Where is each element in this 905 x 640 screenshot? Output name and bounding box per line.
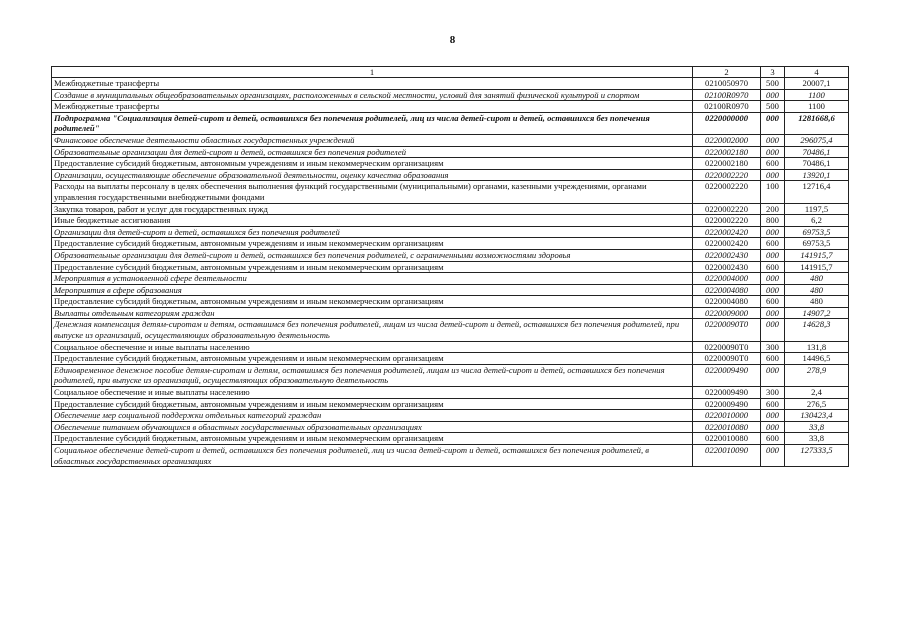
row-name-cell: Образовательные организации для детей-сирот и детей, оставшихся без попечения родителей, с ограниченными возможностями здоровья xyxy=(52,249,693,261)
row-name-cell: Социальное обеспечение и иные выплаты населению xyxy=(52,341,693,353)
row-code-cell: 0220002430 xyxy=(693,249,761,261)
row-code-cell: 0220002220 xyxy=(693,169,761,181)
row-name-cell: Единовременное денежное пособие детям-сиротам и детям, оставшимся без попечения родителей, лицам из числа детей-сирот и детей, оставшихся без попечения родителей, при выпуске из организаций, осуществляющих образовательную деятельность xyxy=(52,364,693,386)
table-row xyxy=(52,78,849,90)
row-amount-cell: 1281668,6 xyxy=(785,112,849,134)
row-name-cell: Межбюджетные трансферты xyxy=(52,101,693,113)
row-vr-cell: 000 xyxy=(761,445,785,467)
table-body xyxy=(52,78,849,467)
row-amount-cell: 276,5 xyxy=(785,398,849,410)
table-row xyxy=(52,421,849,433)
row-code-cell: 0220009490 xyxy=(693,387,761,399)
row-code-cell: 0220004080 xyxy=(693,296,761,308)
row-vr-cell: 000 xyxy=(761,89,785,101)
row-vr-cell: 100 xyxy=(761,181,785,203)
row-amount-cell: 131,8 xyxy=(785,341,849,353)
row-code-cell: 02200090Т0 xyxy=(693,341,761,353)
row-vr-cell: 300 xyxy=(761,341,785,353)
row-code-cell: 0220002420 xyxy=(693,238,761,250)
row-amount-cell: 33,8 xyxy=(785,433,849,445)
row-vr-cell: 600 xyxy=(761,296,785,308)
row-code-cell: 0220009490 xyxy=(693,364,761,386)
row-name-cell: Мероприятия в установленной сфере деятельности xyxy=(52,273,693,285)
row-code-cell: 0220004000 xyxy=(693,273,761,285)
budget-table xyxy=(51,66,849,467)
row-amount-cell: 12716,4 xyxy=(785,181,849,203)
row-vr-cell: 000 xyxy=(761,410,785,422)
header-col-2: 2 xyxy=(693,67,761,78)
table-row xyxy=(52,307,849,319)
row-amount-cell: 13920,1 xyxy=(785,169,849,181)
row-name-cell: Организации для детей-сирот и детей, оставшихся без попечения родителей xyxy=(52,226,693,238)
header-col-1: 1 xyxy=(52,67,693,78)
row-name-cell: Предоставление субсидий бюджетным, автономным учреждениям и иным некоммерческим организациям xyxy=(52,296,693,308)
table-row xyxy=(52,226,849,238)
table-row xyxy=(52,284,849,296)
table-row xyxy=(52,353,849,365)
row-amount-cell: 2,4 xyxy=(785,387,849,399)
row-code-cell: 0220010080 xyxy=(693,421,761,433)
row-name-cell: Межбюджетные трансферты xyxy=(52,78,693,90)
row-code-cell: 0220002420 xyxy=(693,226,761,238)
row-name-cell: Мероприятия в сфере образования xyxy=(52,284,693,296)
table-row xyxy=(52,215,849,227)
row-code-cell: 0220002180 xyxy=(693,146,761,158)
row-code-cell: 02200090Т0 xyxy=(693,319,761,341)
row-amount-cell: 480 xyxy=(785,296,849,308)
row-vr-cell: 600 xyxy=(761,158,785,170)
row-vr-cell: 000 xyxy=(761,364,785,386)
row-code-cell: 02100R0970 xyxy=(693,101,761,113)
row-vr-cell: 500 xyxy=(761,78,785,90)
row-name-cell: Предоставление субсидий бюджетным, автономным учреждениям и иным некоммерческим организациям xyxy=(52,238,693,250)
table-row xyxy=(52,319,849,341)
table-row xyxy=(52,410,849,422)
row-code-cell: 0220010080 xyxy=(693,433,761,445)
row-name-cell: Денежная компенсация детям-сиротам и детям, оставшимся без попечения родителей, лицам из числа детей-сирот и детей, оставшихся без попечения родителей, при выпуске из организаций, осуществляющих образовательную деятельность xyxy=(52,319,693,341)
table-row xyxy=(52,398,849,410)
row-amount-cell: 14628,3 xyxy=(785,319,849,341)
row-amount-cell: 20007,1 xyxy=(785,78,849,90)
row-name-cell: Финансовое обеспечение деятельности областных государственных учреждений xyxy=(52,134,693,146)
page-number: 8 xyxy=(449,34,456,46)
row-vr-cell: 000 xyxy=(761,112,785,134)
row-name-cell: Выплаты отдельным категориям граждан xyxy=(52,307,693,319)
row-name-cell: Обеспечение питанием обучающихся в областных государственных образовательных организациях xyxy=(52,421,693,433)
row-name-cell: Расходы на выплаты персоналу в целях обеспечения выполнения функций государственными (муниципальными) органами, казенными учреждениями, органами управления государственными внебюджетными фондами xyxy=(52,181,693,203)
table-row xyxy=(52,261,849,273)
row-amount-cell: 70486,1 xyxy=(785,158,849,170)
row-code-cell: 02100R0970 xyxy=(693,89,761,101)
row-code-cell: 0220000000 xyxy=(693,112,761,134)
row-amount-cell: 278,9 xyxy=(785,364,849,386)
row-code-cell: 02200090Т0 xyxy=(693,353,761,365)
row-vr-cell: 000 xyxy=(761,134,785,146)
row-name-cell: Обеспечение мер социальной поддержки отдельных категорий граждан xyxy=(52,410,693,422)
table-row xyxy=(52,181,849,203)
row-amount-cell: 1100 xyxy=(785,89,849,101)
row-vr-cell: 000 xyxy=(761,146,785,158)
row-vr-cell: 000 xyxy=(761,169,785,181)
row-vr-cell: 000 xyxy=(761,421,785,433)
table-row xyxy=(52,134,849,146)
table-row xyxy=(52,296,849,308)
row-name-cell: Иные бюджетные ассигнования xyxy=(52,215,693,227)
row-amount-cell: 69753,5 xyxy=(785,226,849,238)
row-code-cell: 0220002220 xyxy=(693,203,761,215)
row-code-cell: 0220009490 xyxy=(693,398,761,410)
row-amount-cell: 480 xyxy=(785,273,849,285)
row-code-cell: 0220002430 xyxy=(693,261,761,273)
table-row xyxy=(52,445,849,467)
row-vr-cell: 800 xyxy=(761,215,785,227)
row-vr-cell: 600 xyxy=(761,433,785,445)
row-amount-cell: 480 xyxy=(785,284,849,296)
row-name-cell: Организации, осуществляющие обеспечение образовательной деятельности, оценку качества образования xyxy=(52,169,693,181)
row-vr-cell: 600 xyxy=(761,353,785,365)
table-row xyxy=(52,387,849,399)
row-code-cell: 0220010000 xyxy=(693,410,761,422)
row-vr-cell: 600 xyxy=(761,398,785,410)
table-row xyxy=(52,89,849,101)
table-row xyxy=(52,364,849,386)
row-amount-cell: 14907,2 xyxy=(785,307,849,319)
row-vr-cell: 000 xyxy=(761,226,785,238)
row-amount-cell: 130423,4 xyxy=(785,410,849,422)
header-col-4: 4 xyxy=(785,67,849,78)
row-name-cell: Предоставление субсидий бюджетным, автономным учреждениям и иным некоммерческим организациям xyxy=(52,398,693,410)
header-col-3: 3 xyxy=(761,67,785,78)
row-name-cell: Предоставление субсидий бюджетным, автономным учреждениям и иным некоммерческим организациям xyxy=(52,433,693,445)
row-vr-cell: 500 xyxy=(761,101,785,113)
row-code-cell: 0220002000 xyxy=(693,134,761,146)
table-row xyxy=(52,203,849,215)
row-amount-cell: 33,8 xyxy=(785,421,849,433)
table-row xyxy=(52,158,849,170)
row-name-cell: Предоставление субсидий бюджетным, автономным учреждениям и иным некоммерческим организациям xyxy=(52,261,693,273)
table-row xyxy=(52,341,849,353)
row-amount-cell: 141915,7 xyxy=(785,261,849,273)
table-row xyxy=(52,433,849,445)
row-name-cell: Предоставление субсидий бюджетным, автономным учреждениям и иным некоммерческим организациям xyxy=(52,158,693,170)
row-vr-cell: 600 xyxy=(761,261,785,273)
table-row xyxy=(52,101,849,113)
row-name-cell: Создание в муниципальных общеобразовательных организациях, расположенных в сельской местности, условий для занятий физической культурой и спортом xyxy=(52,89,693,101)
row-vr-cell: 200 xyxy=(761,203,785,215)
row-amount-cell: 6,2 xyxy=(785,215,849,227)
row-code-cell: 0220002180 xyxy=(693,158,761,170)
row-vr-cell: 000 xyxy=(761,307,785,319)
row-vr-cell: 000 xyxy=(761,273,785,285)
row-amount-cell: 296075,4 xyxy=(785,134,849,146)
row-vr-cell: 300 xyxy=(761,387,785,399)
row-vr-cell: 000 xyxy=(761,319,785,341)
row-name-cell: Закупка товаров, работ и услуг для государственных нужд xyxy=(52,203,693,215)
table-row xyxy=(52,112,849,134)
table-row xyxy=(52,169,849,181)
row-name-cell: Образовательные организации для детей-сирот и детей, оставшихся без попечения родителей xyxy=(52,146,693,158)
row-amount-cell: 1197,5 xyxy=(785,203,849,215)
row-name-cell: Социальное обеспечение детей-сирот и детей, оставшихся без попечения родителей, лиц из числа детей-сирот и детей, оставшихся без попечения родителей, в областных государственных организациях xyxy=(52,445,693,467)
row-code-cell: 0220004080 xyxy=(693,284,761,296)
table-row xyxy=(52,273,849,285)
row-code-cell: 0210050970 xyxy=(693,78,761,90)
row-amount-cell: 127333,5 xyxy=(785,445,849,467)
row-code-cell: 0220009000 xyxy=(693,307,761,319)
table-row xyxy=(52,146,849,158)
row-amount-cell: 141915,7 xyxy=(785,249,849,261)
row-vr-cell: 000 xyxy=(761,249,785,261)
table-header-row xyxy=(52,67,849,78)
row-name-cell: Предоставление субсидий бюджетным, автономным учреждениям и иным некоммерческим организациям xyxy=(52,353,693,365)
row-name-cell: Подпрограмма "Социализация детей-сирот и детей, оставшихся без попечения родителей, лиц из числа детей-сирот и детей, оставшихся без попечения родителей" xyxy=(52,112,693,134)
row-amount-cell: 70486,1 xyxy=(785,146,849,158)
row-vr-cell: 600 xyxy=(761,238,785,250)
table-row xyxy=(52,249,849,261)
row-code-cell: 0220010090 xyxy=(693,445,761,467)
row-code-cell: 0220002220 xyxy=(693,215,761,227)
row-amount-cell: 14496,5 xyxy=(785,353,849,365)
row-name-cell: Социальное обеспечение и иные выплаты населению xyxy=(52,387,693,399)
row-vr-cell: 000 xyxy=(761,284,785,296)
row-amount-cell: 69753,5 xyxy=(785,238,849,250)
row-code-cell: 0220002220 xyxy=(693,181,761,203)
table-row xyxy=(52,238,849,250)
row-amount-cell: 1100 xyxy=(785,101,849,113)
